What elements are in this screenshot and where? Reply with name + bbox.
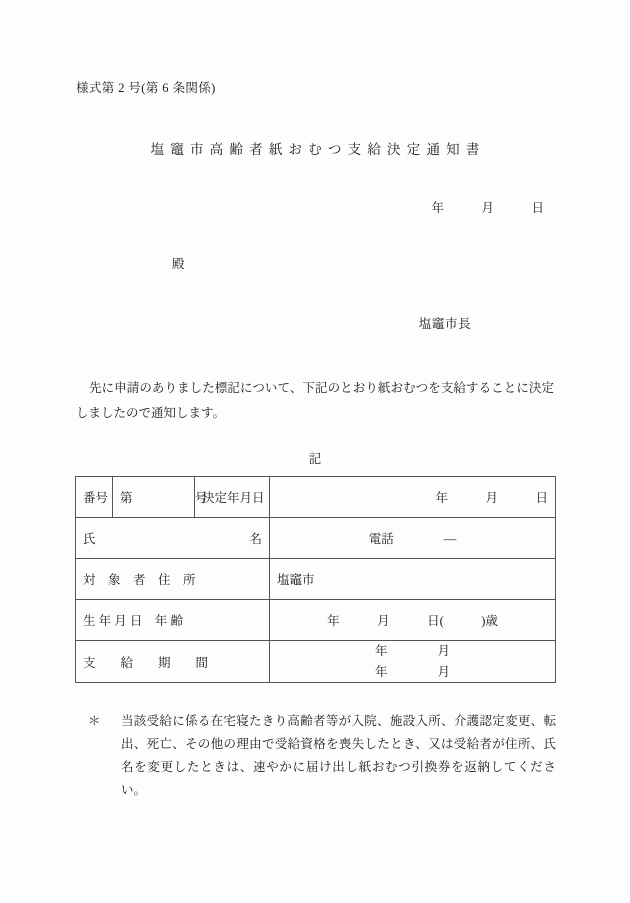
page-title: 塩竈市高齢者紙おむつ支給決定通知書	[150, 142, 486, 157]
issue-date-line: 年 月 日	[431, 201, 544, 215]
body-paragraph: 先に申請のありました標記について、下記のとおり紙おむつを支給することに決定しましたので通知します。	[76, 381, 554, 420]
addressee-honorific: 殿	[172, 257, 185, 271]
ki-marker: 記	[308, 452, 322, 466]
address-value-cell[interactable]: 塩竈市	[270, 559, 556, 600]
number-label-text: 番 号	[83, 491, 109, 505]
form-number: 様式第 2 号(第 6 条関係)	[76, 81, 216, 95]
issuer-name: 塩竈市長	[418, 317, 472, 331]
table-row	[76, 600, 556, 641]
table-row	[76, 518, 556, 559]
number-value-cell[interactable]: 第 号	[113, 477, 195, 518]
address-label-cell: 対 象 者 住 所	[76, 559, 270, 600]
footnote	[88, 710, 556, 803]
footnote-marker: ＊	[88, 714, 101, 728]
birthdate-age-label-cell: 生 年 月 日 年 齢	[76, 600, 270, 641]
decision-date-label-cell: 決定年月日	[195, 477, 270, 518]
name-label-text: 氏 名	[83, 532, 262, 546]
supply-period-value-cell[interactable]	[270, 641, 556, 683]
birthdate-age-value-cell[interactable]: 年 月 日( )歳	[270, 600, 556, 641]
supply-period-label-cell: 支 給 期 間	[76, 641, 270, 683]
number-label-cell	[76, 477, 113, 518]
supply-period-start[interactable]: 年 月	[374, 644, 450, 658]
name-value-cell[interactable]: 電話 ―	[270, 518, 556, 559]
name-label-cell	[76, 518, 270, 559]
table-row	[76, 559, 556, 600]
notification-table	[75, 476, 556, 683]
table-row	[76, 641, 556, 683]
supply-period-end[interactable]: 年 月	[374, 664, 450, 679]
decision-date-value-cell[interactable]: 年 月 日	[270, 477, 556, 518]
table-row	[76, 477, 556, 518]
footnote-text: 当該受給に係る在宅寝たきり高齢者等が入院、施設入所、介護認定変更、転出、死亡、その他の理由で受給資格を喪失したとき、又は受給者が住所、氏名を変更したときは、速やかに届け出し紙おむつ引換券を返納してください。	[121, 714, 556, 798]
